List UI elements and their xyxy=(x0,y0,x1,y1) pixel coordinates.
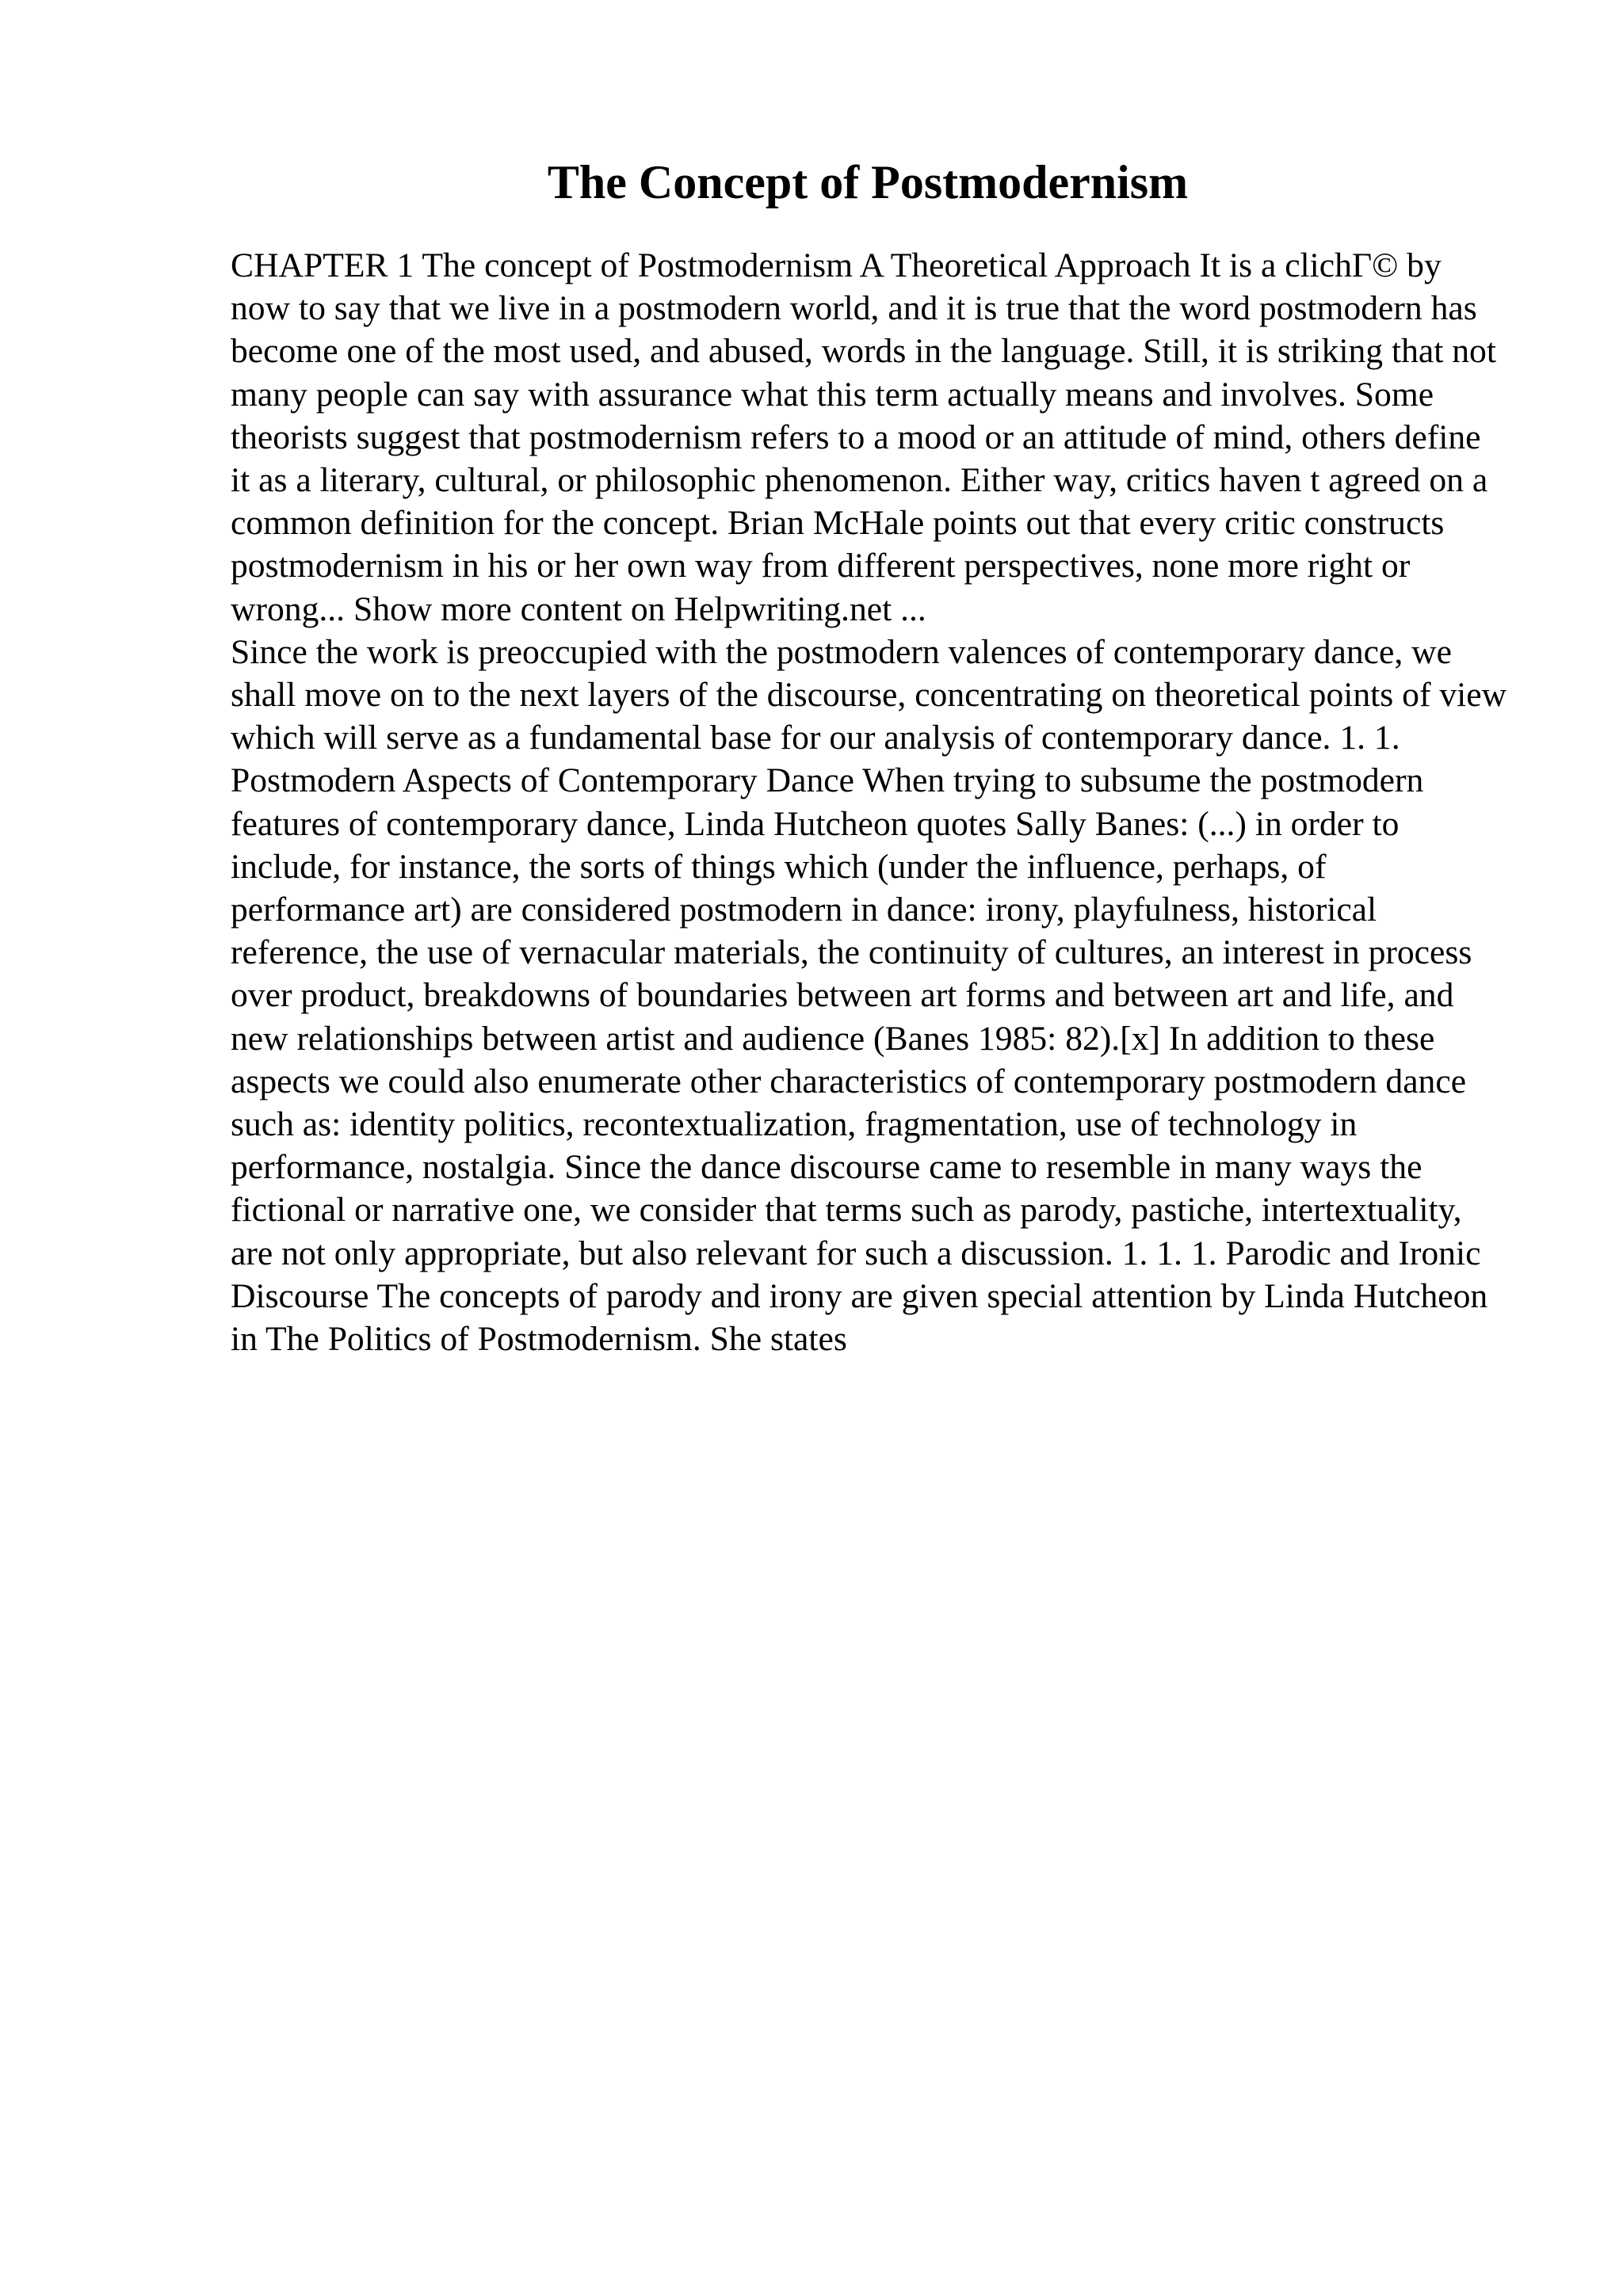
document-title: The Concept of Postmodernism xyxy=(547,156,1189,208)
paragraph-1: CHAPTER 1 The concept of Postmodernism A Theoretical Approach It is a clichГ© by now to say that we live in a postmodern world, and it is true that the word postmodern has become one of the most used, and abused, words in the language. Still, it is striking that not many people can say with assurance what this term actually means and involves. Some theorists suggest that postmodernism refers to a mood or an attitude of mind, others define it as a literary, cultural, or philosophic phenomenon. Either way, critics haven t agreed on a common definition for the concept. Brian McHale points out that every critic constructs postmodernism in his or her own way from different perspectives, none more right or wrong... Show more content on Helpwriting.net ... xyxy=(231,246,1496,628)
paragraph-2: Since the work is preoccupied with the postmodern valences of contemporary dance, we shall move on to the next layers of the discourse, concentrating on theoretical points of view which will serve as a fundamental base for our analysis of contemporary dance. 1. 1. Postmodern Aspects of Contemporary Dance When trying to subsume the postmodern features of contemporary dance, Linda Hutcheon quotes Sally Banes: (...) in order to include, for instance, the sorts of things which (under the influence, perhaps, of performance art) are considered postmodern in dance: irony, playfulness, historical reference, the use of vernacular materials, the continuity of cultures, an interest in process over product, breakdowns of boundaries between art forms and between art and life, and new relationships between artist and audience (Banes 1985: 82).[x] In addition to these aspects we could also enumerate other characteristics of contemporary postmodern dance such as: identity politics, recontextualization, fragmentation, use of technology in performance, nostalgia. Since the dance discourse came to resemble in many ways the fictional or narrative one, we consider that terms such as parody, pastiche, intertextuality, are not only appropriate, but also relevant for such a discussion. 1. 1. 1. Parodic and Ironic Discourse The concepts of parody and irony are given special attention by Linda Hutcheon in The Politics of Postmodernism. She states xyxy=(231,632,1507,1359)
document-body xyxy=(231,244,1508,1360)
